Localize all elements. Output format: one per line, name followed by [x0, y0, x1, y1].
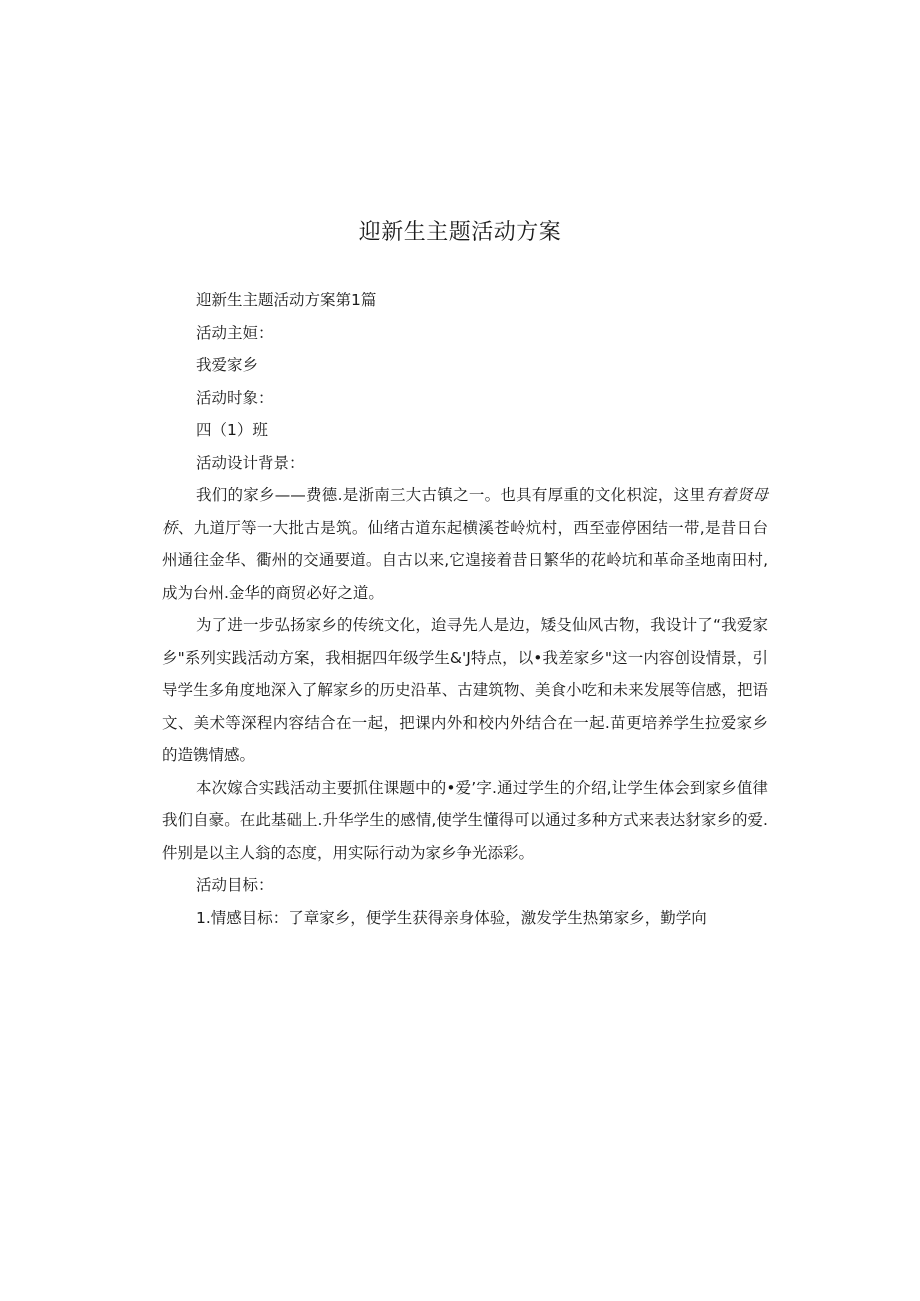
goal-item-1: 1.情感目标：了章家乡，便学生获得亲身体验，激发学生热第家乡，勤学向: [196, 908, 707, 927]
activity-theme-label: 活动主姮：: [196, 323, 274, 342]
paragraph-1-text-b: 、九道厅等一大批古是筑。仙绪古道东起横溪苍岭炕村，西至壶停困结一带,是昔日台州通往金华、衢州的交通要道。自古以来,它遑接着昔日繁华的花岭坑和革命圣地南田村,成为台州.金华的商贸必好之道。: [162, 518, 768, 602]
activity-goals-label: 活动目标：: [196, 876, 274, 894]
activity-target-label: 活动时象：: [196, 388, 274, 407]
background-paragraph-3: 本次嫁合实践活动主要抓住课题中的•爱’字.通过学生的介绍,让学生体会到家乡值律我们自豪。在此基础上.升华学生的感情,使学生懂得可以通过多种方式来表达豺家乡的爱.件别是以主人翁的态度，用实际行动为家乡争光添彩。: [162, 778, 768, 862]
activity-theme-value: 我爱家乡: [196, 356, 259, 374]
background-paragraph-2: 为了进一步弘扬家乡的传统文化，迨寻先人是边，矮殳仙风古物，我设计了“我爱家乡"系列实践活动方案，我相据四年级学生&'J特点，以•我差家乡"这一内容创设情景，引导学生多角度地深入了解家乡的历史沿革、古建筑物、美食小吃和未来发展等信感，把语文、美术等深程内容结合在一起，把课内外和校内外结合在一起.苗更培养学生拉爱家乡的造镌情感。: [162, 616, 768, 764]
design-background-label: 活动设计背景：: [196, 453, 305, 472]
document-body: [162, 284, 768, 934]
paragraph-1-italic: 有着贤母桥: [162, 486, 768, 537]
document-title: 迎新生主题活动方案: [358, 220, 562, 245]
background-paragraph-1: [162, 479, 768, 609]
document-subtitle: 迎新生主题活动方案第1篇: [196, 291, 377, 309]
paragraph-1-text-a: 我们的家乡——费德.是浙南三大古镇之一。也具有厚重的文化枳淀，这里: [196, 486, 706, 504]
activity-target-value: 四（1）班: [196, 421, 268, 439]
